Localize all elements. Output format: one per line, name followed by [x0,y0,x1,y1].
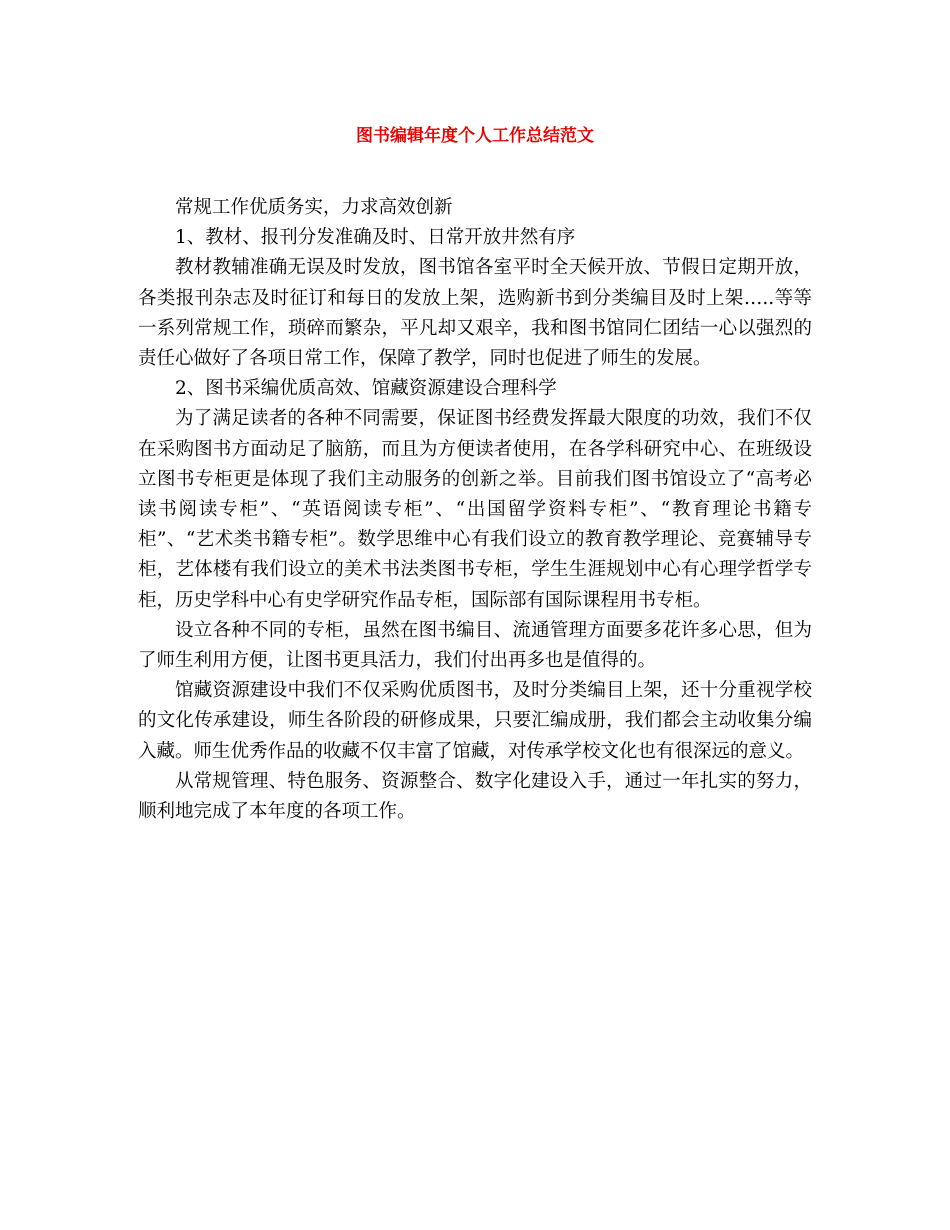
body-paragraph: 1、教材、报刊分发准确及时、日常开放井然有序 [175,227,576,249]
body-paragraph: 设立各种不同的专柜，虽然在图书编目、流通管理方面要多花许多心思，但为了师生利用方便，让图书更具活力，我们付出再多也是值得的。 [138,619,812,672]
body-paragraph: 从常规管理、特色服务、资源整合、数字化建设入手，通过一年扎实的努力，顺利地完成了本年度的各项工作。 [138,770,812,823]
body-paragraph: 2、图书采编优质高效、馆藏资源建设合理科学 [175,378,557,400]
document-title: 图书编辑年度个人工作总结范文 [356,126,594,146]
document-body [138,193,812,827]
body-paragraph: 教材教辅准确无误及时发放，图书馆各室平时全天候开放、节假日定期开放，各类报刊杂志及时征订和每日的发放上架，选购新书到分类编目及时上架…..等等一系列常规工作，琐碎而繁杂，平凡却又艰辛，我和图书馆同仁团结一心以强烈的责任心做好了各项日常工作，保障了教学，同时也促进了师生的发展。 [138,257,812,370]
body-paragraph: 常规工作优质务实，力求高效创新 [175,197,453,218]
body-paragraph: 馆藏资源建设中我们不仅采购优质图书，及时分类编目上架，还十分重视学校的文化传承建设，师生各阶段的研修成果，只要汇编成册，我们都会主动收集分编入藏。师生优秀作品的收藏不仅丰富了馆藏，对传承学校文化也有很深远的意义。 [138,680,812,762]
body-paragraph: 为了满足读者的各种不同需要，保证图书经费发挥最大限度的功效，我们不仅在采购图书方面动足了脑筋，而且为方便读者使用，在各学科研究中心、在班级设立图书专柜更是体现了我们主动服务的创新之举。目前我们图书馆设立了“高考必读书阅读专柜”、“英语阅读专柜”、“出国留学资料专柜”、“教育理论书籍专柜”、“艺术类书籍专柜”。数学思维中心有我们设立的教育教学理论、竞赛辅导专柜，艺体楼有我们设立的美术书法类图书专柜，学生生涯规划中心有心理学哲学专柜，历史学科中心有史学研究作品专柜，国际部有国际课程用书专柜。 [138,408,812,611]
